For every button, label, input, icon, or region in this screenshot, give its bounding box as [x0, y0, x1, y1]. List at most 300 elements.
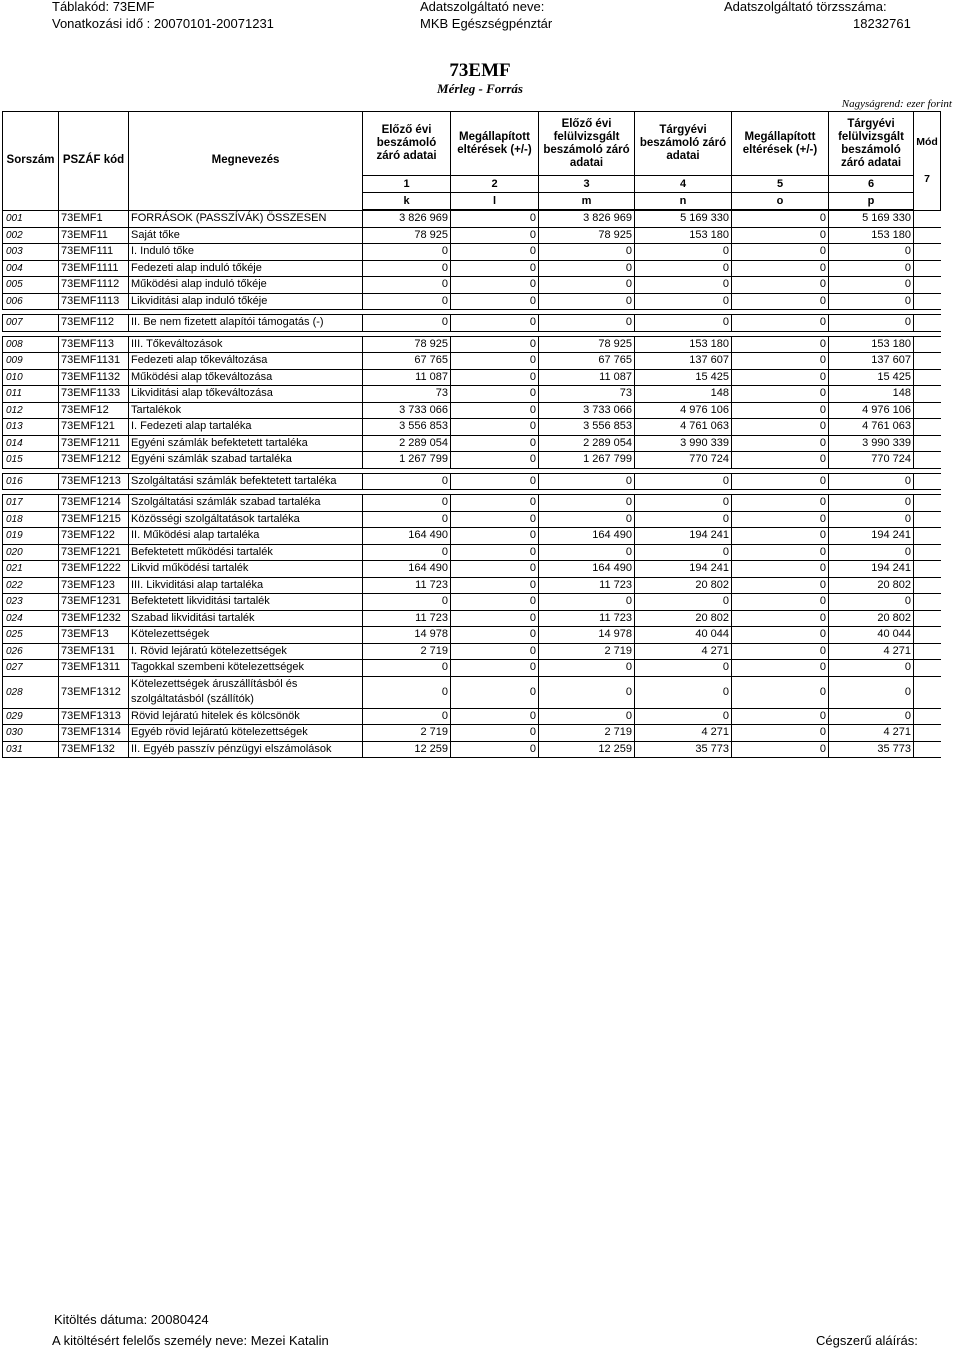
- row-value-6: 3 990 339: [829, 435, 914, 452]
- row-name: Likviditási alap induló tőkéje: [129, 293, 363, 310]
- row-value-6: 35 773: [829, 741, 914, 758]
- col-header-1: Előző évi beszámoló záró adatai: [363, 112, 451, 176]
- table-row: [3, 495, 941, 512]
- row-value-5: 0: [732, 452, 829, 469]
- col-letter-l: l: [451, 193, 539, 211]
- row-value-4: 148: [635, 386, 732, 403]
- table-row: [3, 277, 941, 294]
- row-serial: 003: [3, 244, 59, 261]
- report-title: 73EMF: [449, 60, 511, 81]
- row-value-2: 0: [451, 315, 539, 332]
- row-mod: [914, 419, 941, 436]
- col-number-1: 1: [363, 176, 451, 193]
- row-value-3: 73: [539, 386, 635, 403]
- table-row: [3, 353, 941, 370]
- row-value-2: 0: [451, 473, 539, 490]
- row-value-1: 0: [363, 315, 451, 332]
- row-value-3: 0: [539, 660, 635, 677]
- row-mod: [914, 627, 941, 644]
- col-header-pszaf: PSZÁF kód: [59, 112, 129, 211]
- row-value-3: 0: [539, 244, 635, 261]
- row-name: Egyéni számlák befektetett tartaléka: [129, 435, 363, 452]
- row-value-1: 0: [363, 473, 451, 490]
- row-mod: [914, 495, 941, 512]
- row-name: Egyéb rövid lejáratú kötelezettségek: [129, 725, 363, 742]
- row-serial: 024: [3, 610, 59, 627]
- row-value-6: 20 802: [829, 610, 914, 627]
- row-serial: 008: [3, 336, 59, 353]
- row-value-2: 0: [451, 627, 539, 644]
- row-value-1: 2 719: [363, 643, 451, 660]
- row-value-2: 0: [451, 528, 539, 545]
- row-value-6: 148: [829, 386, 914, 403]
- col-header-name: Megnevezés: [129, 112, 363, 211]
- row-serial: 028: [3, 676, 59, 708]
- row-value-3: 0: [539, 473, 635, 490]
- row-value-5: 0: [732, 610, 829, 627]
- row-value-4: 4 976 106: [635, 402, 732, 419]
- table-code: Táblakód: 73EMF: [52, 0, 155, 14]
- row-serial: 002: [3, 227, 59, 244]
- table-row: [3, 676, 941, 708]
- row-value-3: 2 719: [539, 725, 635, 742]
- row-value-5: 0: [732, 419, 829, 436]
- row-value-2: 0: [451, 386, 539, 403]
- row-name: II. Működési alap tartaléka: [129, 528, 363, 545]
- col-header-2: Megállapított eltérések (+/-): [451, 112, 539, 176]
- col-letter-p: p: [829, 193, 914, 211]
- row-mod: [914, 315, 941, 332]
- row-name: Közösségi szolgáltatások tartaléka: [129, 511, 363, 528]
- row-value-5: 0: [732, 402, 829, 419]
- table-row: [3, 402, 941, 419]
- row-value-5: 0: [732, 528, 829, 545]
- row-serial: 016: [3, 473, 59, 490]
- row-code: 73EMF1131: [59, 353, 129, 370]
- row-mod: [914, 402, 941, 419]
- table-row: [3, 528, 941, 545]
- row-value-2: 0: [451, 561, 539, 578]
- row-name: Befektetett likviditási tartalék: [129, 594, 363, 611]
- row-value-6: 0: [829, 495, 914, 512]
- row-value-6: 15 425: [829, 369, 914, 386]
- row-code: 73EMF1: [59, 210, 129, 227]
- row-serial: 015: [3, 452, 59, 469]
- row-value-3: 3 826 969: [539, 210, 635, 227]
- row-value-6: 0: [829, 277, 914, 294]
- row-value-2: 0: [451, 277, 539, 294]
- row-name: II. Egyéb passzív pénzügyi elszámolások: [129, 741, 363, 758]
- row-serial: 010: [3, 369, 59, 386]
- row-mod: [914, 544, 941, 561]
- row-code: 73EMF1211: [59, 435, 129, 452]
- row-value-4: 3 990 339: [635, 435, 732, 452]
- provider-name: MKB Egészségpénztár: [420, 16, 553, 31]
- row-value-5: 0: [732, 495, 829, 512]
- row-value-3: 0: [539, 544, 635, 561]
- row-value-3: 11 087: [539, 369, 635, 386]
- row-mod: [914, 725, 941, 742]
- row-serial: 021: [3, 561, 59, 578]
- col-number-5: 5: [732, 176, 829, 193]
- row-code: 73EMF1213: [59, 473, 129, 490]
- row-code: 73EMF112: [59, 315, 129, 332]
- row-value-4: 0: [635, 293, 732, 310]
- row-value-3: 0: [539, 708, 635, 725]
- row-serial: 023: [3, 594, 59, 611]
- row-code: 73EMF1314: [59, 725, 129, 742]
- reference-period: Vonatkozási idő : 20070101-20071231: [52, 16, 274, 31]
- col-number-4: 4: [635, 176, 732, 193]
- row-value-2: 0: [451, 293, 539, 310]
- row-value-6: 153 180: [829, 336, 914, 353]
- col-header-sorszam: Sorszám: [3, 112, 59, 211]
- row-code: 73EMF1312: [59, 676, 129, 708]
- row-value-3: 0: [539, 594, 635, 611]
- table-row: [3, 336, 941, 353]
- row-value-4: 4 271: [635, 725, 732, 742]
- row-serial: 017: [3, 495, 59, 512]
- row-value-5: 0: [732, 315, 829, 332]
- row-value-6: 20 802: [829, 577, 914, 594]
- col-number-3: 3: [539, 176, 635, 193]
- row-value-2: 0: [451, 452, 539, 469]
- row-value-4: 0: [635, 544, 732, 561]
- row-value-1: 0: [363, 277, 451, 294]
- row-code: 73EMF122: [59, 528, 129, 545]
- row-value-3: 3 556 853: [539, 419, 635, 436]
- row-mod: [914, 293, 941, 310]
- row-value-2: 0: [451, 210, 539, 227]
- row-value-5: 0: [732, 594, 829, 611]
- row-value-2: 0: [451, 676, 539, 708]
- col-letter-m: m: [539, 193, 635, 211]
- row-value-4: 153 180: [635, 336, 732, 353]
- row-mod: [914, 277, 941, 294]
- row-serial: 029: [3, 708, 59, 725]
- row-mod: [914, 511, 941, 528]
- row-value-4: 0: [635, 244, 732, 261]
- row-value-1: 164 490: [363, 561, 451, 578]
- row-value-1: 11 087: [363, 369, 451, 386]
- row-value-1: 164 490: [363, 528, 451, 545]
- register-label: Adatszolgáltató törzsszáma:: [724, 0, 887, 14]
- mod-label: Mód: [916, 135, 938, 148]
- col-letter-k: k: [363, 193, 451, 211]
- row-value-4: 0: [635, 495, 732, 512]
- row-code: 73EMF1112: [59, 277, 129, 294]
- table-row: [3, 725, 941, 742]
- row-value-2: 0: [451, 336, 539, 353]
- row-name: Szolgáltatási számlák befektetett tartaléka: [129, 473, 363, 490]
- row-mod: [914, 594, 941, 611]
- row-name: I. Fedezeti alap tartaléka: [129, 419, 363, 436]
- row-code: 73EMF131: [59, 643, 129, 660]
- table-row: [3, 244, 941, 261]
- row-name: III. Likviditási alap tartaléka: [129, 577, 363, 594]
- row-value-3: 2 289 054: [539, 435, 635, 452]
- row-value-1: 1 267 799: [363, 452, 451, 469]
- row-name: III. Tőkeváltozások: [129, 336, 363, 353]
- row-value-6: 770 724: [829, 452, 914, 469]
- row-code: 73EMF1133: [59, 386, 129, 403]
- row-code: 73EMF1113: [59, 293, 129, 310]
- row-serial: 026: [3, 643, 59, 660]
- row-mod: [914, 676, 941, 708]
- row-value-5: 0: [732, 336, 829, 353]
- row-value-1: 0: [363, 495, 451, 512]
- col-header-5: Megállapított eltérések (+/-): [732, 112, 829, 176]
- table-row: [3, 435, 941, 452]
- row-name: Kötelezettségek áruszállításból és szolgáltatásból (szállítók): [129, 676, 363, 708]
- row-value-6: 0: [829, 544, 914, 561]
- row-value-1: 0: [363, 244, 451, 261]
- row-value-4: 0: [635, 511, 732, 528]
- row-value-6: 0: [829, 473, 914, 490]
- row-value-6: 40 044: [829, 627, 914, 644]
- row-value-6: 4 761 063: [829, 419, 914, 436]
- row-value-5: 0: [732, 435, 829, 452]
- row-value-3: 11 723: [539, 577, 635, 594]
- row-value-2: 0: [451, 741, 539, 758]
- row-value-4: 0: [635, 708, 732, 725]
- row-value-3: 3 733 066: [539, 402, 635, 419]
- row-value-3: 0: [539, 277, 635, 294]
- row-code: 73EMF1111: [59, 260, 129, 277]
- col-number-6: 6: [829, 176, 914, 193]
- row-value-4: 770 724: [635, 452, 732, 469]
- col-header-mod: [914, 112, 941, 211]
- row-mod: [914, 244, 941, 261]
- row-value-5: 0: [732, 293, 829, 310]
- row-value-1: 0: [363, 293, 451, 310]
- table-row: [3, 419, 941, 436]
- row-code: 73EMF1311: [59, 660, 129, 677]
- row-value-1: 2 289 054: [363, 435, 451, 452]
- row-value-2: 0: [451, 402, 539, 419]
- row-value-6: 0: [829, 293, 914, 310]
- row-name: Működési alap tőkeváltozása: [129, 369, 363, 386]
- table-row: [3, 544, 941, 561]
- table-row: [3, 386, 941, 403]
- row-value-2: 0: [451, 660, 539, 677]
- signature-label: Cégszerű aláírás:: [816, 1333, 918, 1348]
- row-mod: [914, 610, 941, 627]
- row-value-2: 0: [451, 511, 539, 528]
- row-serial: 007: [3, 315, 59, 332]
- row-value-5: 0: [732, 627, 829, 644]
- row-serial: 019: [3, 528, 59, 545]
- row-value-4: 20 802: [635, 610, 732, 627]
- row-value-1: 14 978: [363, 627, 451, 644]
- row-value-2: 0: [451, 419, 539, 436]
- row-value-5: 0: [732, 473, 829, 490]
- row-mod: [914, 210, 941, 227]
- table-row: [3, 227, 941, 244]
- row-name: I. Rövid lejáratú kötelezettségek: [129, 643, 363, 660]
- row-value-1: 3 556 853: [363, 419, 451, 436]
- row-value-4: 194 241: [635, 528, 732, 545]
- row-value-3: 2 719: [539, 643, 635, 660]
- row-value-5: 0: [732, 244, 829, 261]
- row-value-3: 14 978: [539, 627, 635, 644]
- table-row: [3, 452, 941, 469]
- table-row: [3, 610, 941, 627]
- row-value-6: 194 241: [829, 528, 914, 545]
- row-value-1: 3 733 066: [363, 402, 451, 419]
- balance-table: [2, 111, 941, 758]
- col-header-3: Előző évi felülvizsgált beszámoló záró adatai: [539, 112, 635, 176]
- row-mod: [914, 260, 941, 277]
- row-serial: 018: [3, 511, 59, 528]
- row-value-2: 0: [451, 725, 539, 742]
- row-mod: [914, 708, 941, 725]
- row-value-1: 67 765: [363, 353, 451, 370]
- table-row: [3, 660, 941, 677]
- row-serial: 014: [3, 435, 59, 452]
- row-code: 73EMF132: [59, 741, 129, 758]
- row-value-3: 0: [539, 293, 635, 310]
- row-serial: 031: [3, 741, 59, 758]
- row-mod: [914, 528, 941, 545]
- row-value-6: 0: [829, 708, 914, 725]
- row-code: 73EMF1132: [59, 369, 129, 386]
- row-value-5: 0: [732, 725, 829, 742]
- row-value-5: 0: [732, 577, 829, 594]
- row-code: 73EMF1212: [59, 452, 129, 469]
- row-value-6: 194 241: [829, 561, 914, 578]
- row-value-3: 78 925: [539, 227, 635, 244]
- row-value-3: 164 490: [539, 528, 635, 545]
- row-value-3: 0: [539, 495, 635, 512]
- row-code: 73EMF1313: [59, 708, 129, 725]
- row-name: Likviditási alap tőkeváltozása: [129, 386, 363, 403]
- row-name: Likvid működési tartalék: [129, 561, 363, 578]
- row-value-4: 0: [635, 660, 732, 677]
- row-value-5: 0: [732, 369, 829, 386]
- row-code: 73EMF11: [59, 227, 129, 244]
- row-value-6: 0: [829, 594, 914, 611]
- col-letter-n: n: [635, 193, 732, 211]
- table-row: [3, 473, 941, 490]
- row-mod: [914, 741, 941, 758]
- register-number: 18232761: [853, 16, 911, 31]
- row-value-6: 4 976 106: [829, 402, 914, 419]
- row-value-4: 4 271: [635, 643, 732, 660]
- row-serial: 001: [3, 210, 59, 227]
- row-value-3: 0: [539, 260, 635, 277]
- row-name: Rövid lejáratú hitelek és kölcsönök: [129, 708, 363, 725]
- row-value-5: 0: [732, 260, 829, 277]
- row-value-3: 12 259: [539, 741, 635, 758]
- row-value-4: 153 180: [635, 227, 732, 244]
- row-value-6: 0: [829, 315, 914, 332]
- row-serial: 004: [3, 260, 59, 277]
- row-code: 73EMF13: [59, 627, 129, 644]
- row-value-2: 0: [451, 244, 539, 261]
- provider-label: Adatszolgáltató neve:: [420, 0, 545, 14]
- row-value-6: 0: [829, 511, 914, 528]
- row-serial: 012: [3, 402, 59, 419]
- row-serial: 009: [3, 353, 59, 370]
- row-code: 73EMF113: [59, 336, 129, 353]
- row-value-4: 5 169 330: [635, 210, 732, 227]
- table-row: [3, 511, 941, 528]
- col-number-2: 2: [451, 176, 539, 193]
- row-value-5: 0: [732, 210, 829, 227]
- row-code: 73EMF1215: [59, 511, 129, 528]
- row-value-2: 0: [451, 594, 539, 611]
- row-value-1: 0: [363, 511, 451, 528]
- table-row: [3, 315, 941, 332]
- row-value-5: 0: [732, 741, 829, 758]
- row-value-5: 0: [732, 660, 829, 677]
- row-value-2: 0: [451, 495, 539, 512]
- row-code: 73EMF1222: [59, 561, 129, 578]
- row-name: Szolgáltatási számlák szabad tartaléka: [129, 495, 363, 512]
- row-code: 73EMF1221: [59, 544, 129, 561]
- row-value-5: 0: [732, 708, 829, 725]
- table-row: [3, 594, 941, 611]
- table-row: [3, 741, 941, 758]
- row-name: Egyéni számlák szabad tartaléka: [129, 452, 363, 469]
- row-value-4: 35 773: [635, 741, 732, 758]
- row-name: Tartalékok: [129, 402, 363, 419]
- row-value-6: 0: [829, 260, 914, 277]
- row-mod: [914, 369, 941, 386]
- row-value-4: 0: [635, 277, 732, 294]
- row-serial: 013: [3, 419, 59, 436]
- row-name: Fedezeti alap induló tőkéje: [129, 260, 363, 277]
- row-name: Befektetett működési tartalék: [129, 544, 363, 561]
- row-value-5: 0: [732, 511, 829, 528]
- row-value-3: 78 925: [539, 336, 635, 353]
- row-value-2: 0: [451, 577, 539, 594]
- row-value-1: 73: [363, 386, 451, 403]
- row-name: II. Be nem fizetett alapítói támogatás (-): [129, 315, 363, 332]
- row-value-3: 11 723: [539, 610, 635, 627]
- row-value-2: 0: [451, 260, 539, 277]
- table-row: [3, 369, 941, 386]
- row-serial: 011: [3, 386, 59, 403]
- row-mod: [914, 336, 941, 353]
- report-subtitle: Mérleg - Forrás: [437, 81, 523, 96]
- row-code: 73EMF111: [59, 244, 129, 261]
- row-serial: 022: [3, 577, 59, 594]
- row-mod: [914, 660, 941, 677]
- row-value-1: 78 925: [363, 336, 451, 353]
- row-value-2: 0: [451, 369, 539, 386]
- table-row: [3, 643, 941, 660]
- row-value-6: 137 607: [829, 353, 914, 370]
- fill-date: Kitöltés dátuma: 20080424: [54, 1312, 209, 1327]
- row-value-1: 0: [363, 708, 451, 725]
- row-code: 73EMF123: [59, 577, 129, 594]
- table-row: [3, 293, 941, 310]
- row-value-5: 0: [732, 227, 829, 244]
- row-value-3: 164 490: [539, 561, 635, 578]
- row-value-3: 0: [539, 676, 635, 708]
- row-value-1: 12 259: [363, 741, 451, 758]
- row-value-4: 0: [635, 594, 732, 611]
- table-row: [3, 708, 941, 725]
- table-row: [3, 210, 941, 227]
- col-letter-o: o: [732, 193, 829, 211]
- row-value-3: 67 765: [539, 353, 635, 370]
- row-value-6: 153 180: [829, 227, 914, 244]
- row-code: 73EMF1231: [59, 594, 129, 611]
- row-value-5: 0: [732, 643, 829, 660]
